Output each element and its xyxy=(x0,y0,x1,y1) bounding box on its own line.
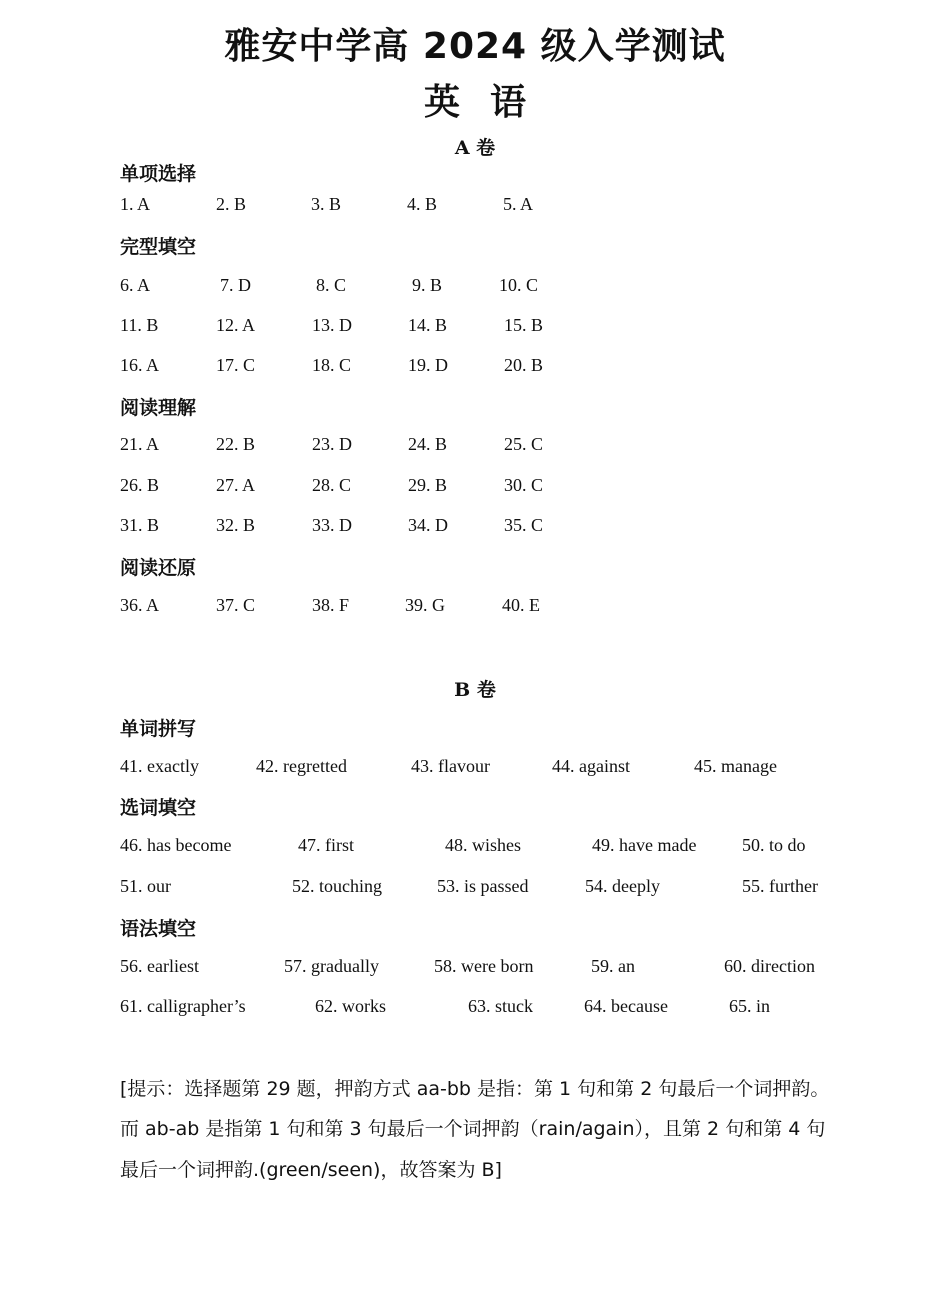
answer-item: 56. earliest xyxy=(120,956,199,976)
note-line: [提示：选择题第 29 题，押韵方式 aa-bb 是指：第 1 句和第 2 句最后一个词押韵。 xyxy=(120,1078,830,1100)
answer-row xyxy=(0,756,950,782)
answer-item: 54. deeply xyxy=(585,876,660,896)
section-heading-grammar: 语法填空 xyxy=(120,918,197,940)
answer-item: 10. C xyxy=(499,275,539,295)
answer-row xyxy=(0,475,950,501)
answer-item: 26. B xyxy=(120,475,160,495)
answer-row xyxy=(0,996,950,1022)
subject-title: 英语 xyxy=(423,82,556,123)
answer-item: 33. D xyxy=(312,515,352,535)
answer-item: 8. C xyxy=(316,275,347,295)
answer-item: 48. wishes xyxy=(445,835,521,855)
page-title: 雅安中学高 2024 级入学测试 xyxy=(224,26,726,67)
answer-item: 17. C xyxy=(216,355,256,375)
answer-item: 46. has become xyxy=(120,835,232,855)
answer-item: 4. B xyxy=(407,194,438,214)
answer-item: 14. B xyxy=(408,315,448,335)
answer-item: 45. manage xyxy=(694,756,777,776)
answer-item: 64. because xyxy=(584,996,668,1016)
answer-item: 1. A xyxy=(120,194,151,214)
section-heading-cloze: 完型填空 xyxy=(120,236,197,258)
answer-item: 16. A xyxy=(120,355,160,375)
answer-item: 55. further xyxy=(742,876,818,896)
answer-row xyxy=(0,876,950,902)
answer-item: 19. D xyxy=(408,355,448,375)
answer-row xyxy=(0,595,950,621)
answer-item: 22. B xyxy=(216,434,256,454)
answer-item: 9. B xyxy=(412,275,443,295)
answer-item: 42. regretted xyxy=(256,756,347,776)
answer-item: 62. works xyxy=(315,996,386,1016)
answer-item: 2. B xyxy=(216,194,247,214)
answer-item: 32. B xyxy=(216,515,256,535)
answer-item: 20. B xyxy=(504,355,544,375)
answer-item: 37. C xyxy=(216,595,256,615)
answer-row xyxy=(0,956,950,982)
answer-item: 65. in xyxy=(729,996,771,1016)
answer-item: 25. C xyxy=(504,434,544,454)
answer-row xyxy=(0,194,950,220)
part-b-title: B 卷 xyxy=(454,679,496,701)
answer-item: 5. A xyxy=(503,194,534,214)
answer-item: 13. D xyxy=(312,315,352,335)
answer-row xyxy=(0,275,950,301)
section-heading-spelling: 单词拼写 xyxy=(120,718,197,740)
answer-row xyxy=(0,835,950,861)
answer-item: 60. direction xyxy=(724,956,815,976)
note-line: 最后一个词押韵.(green/seen)，故答案为 B] xyxy=(120,1159,502,1181)
answer-item: 52. touching xyxy=(292,876,382,896)
answer-item: 40. E xyxy=(502,595,540,615)
answer-row xyxy=(0,315,950,341)
answer-row xyxy=(0,515,950,541)
answer-item: 59. an xyxy=(591,956,635,976)
answer-item: 21. A xyxy=(120,434,160,454)
answer-item: 36. A xyxy=(120,595,160,615)
note-line: 而 ab-ab 是指第 1 句和第 3 句最后一个词押韵（rain/again），且第 2 句和第 4 句 xyxy=(120,1118,826,1140)
answer-item: 15. B xyxy=(504,315,544,335)
answer-item: 61. calligrapher’s xyxy=(120,996,246,1016)
answer-item: 57. gradually xyxy=(284,956,379,976)
answer-item: 53. is passed xyxy=(437,876,529,896)
section-heading-sentence-restore: 阅读还原 xyxy=(120,557,197,579)
answer-item: 31. B xyxy=(120,515,160,535)
answer-item: 24. B xyxy=(408,434,448,454)
answer-row xyxy=(0,355,950,381)
answer-item: 58. were born xyxy=(434,956,534,976)
section-heading-reading: 阅读理解 xyxy=(120,397,197,419)
section-heading-single-choice: 单项选择 xyxy=(120,163,197,185)
answer-item: 7. D xyxy=(220,275,251,295)
answer-item: 35. C xyxy=(504,515,544,535)
answer-item: 12. A xyxy=(216,315,256,335)
answer-item: 3. B xyxy=(311,194,342,214)
answer-item: 29. B xyxy=(408,475,448,495)
answer-item: 23. D xyxy=(312,434,352,454)
answer-row xyxy=(0,434,950,460)
answer-item: 44. against xyxy=(552,756,630,776)
section-heading-word-choice: 选词填空 xyxy=(120,797,197,819)
answer-item: 27. A xyxy=(216,475,256,495)
answer-item: 28. C xyxy=(312,475,352,495)
answer-item: 49. have made xyxy=(592,835,697,855)
answer-item: 6. A xyxy=(120,275,151,295)
answer-item: 11. B xyxy=(120,315,159,335)
part-a-title: A 卷 xyxy=(454,137,496,159)
answer-item: 50. to do xyxy=(742,835,806,855)
answer-item: 30. C xyxy=(504,475,544,495)
answer-item: 41. exactly xyxy=(120,756,199,776)
answer-item: 18. C xyxy=(312,355,352,375)
answer-item: 43. flavour xyxy=(411,756,490,776)
answer-item: 63. stuck xyxy=(468,996,533,1016)
answer-item: 39. G xyxy=(405,595,445,615)
answer-item: 51. our xyxy=(120,876,171,896)
answer-item: 34. D xyxy=(408,515,448,535)
answer-item: 47. first xyxy=(298,835,354,855)
answer-item: 38. F xyxy=(312,595,350,615)
